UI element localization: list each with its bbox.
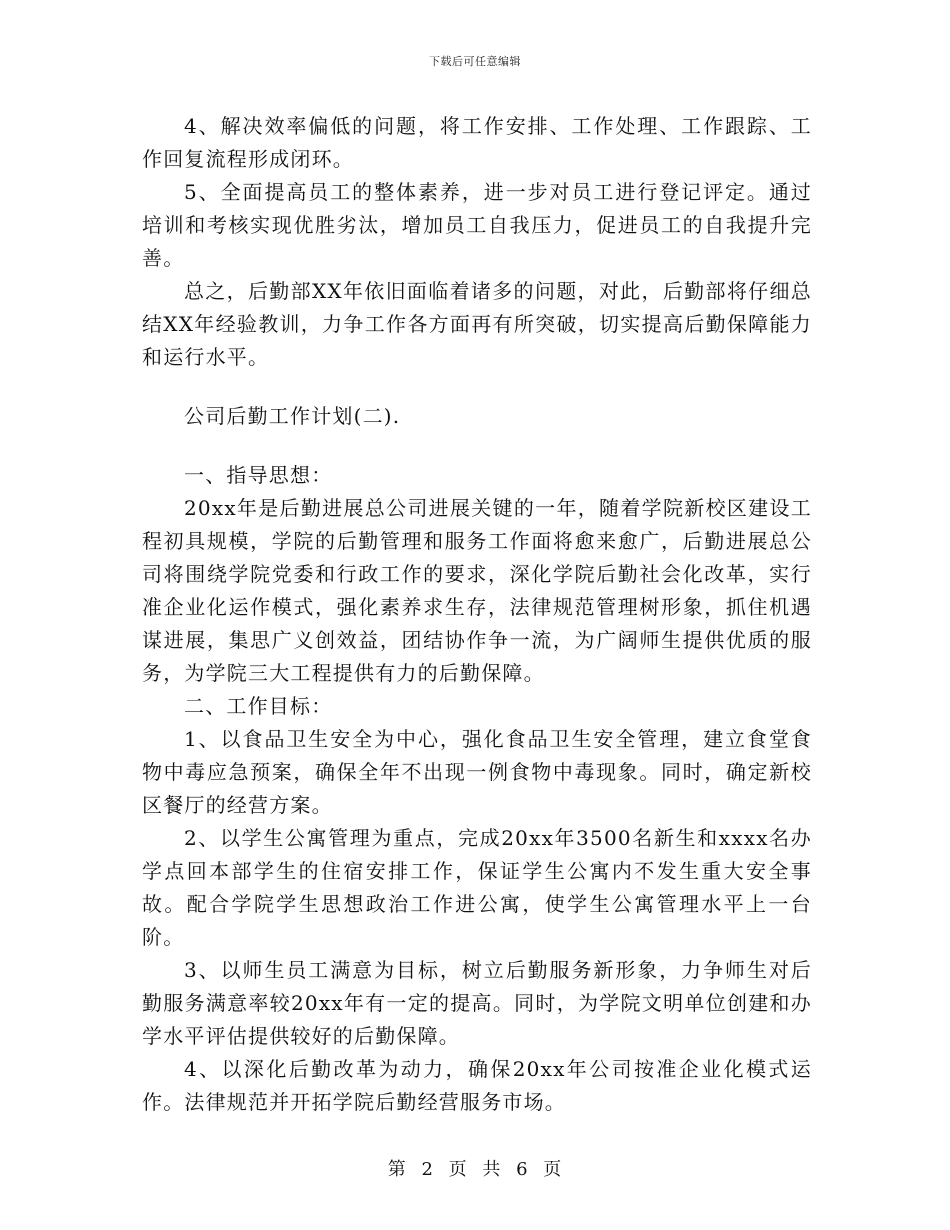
page-header-note: 下载后可任意编辑	[429, 55, 521, 68]
heading-guiding-thought: 一、指导思想：	[184, 463, 333, 487]
paragraph-summary: 总之，后勤部XX年依旧面临着诸多的问题，对此，后勤部将仔细总结XX年经验教训，力争工作各方面再有所突破，切实提高后勤保障能力和运行水平。	[142, 279, 812, 369]
paragraph-goal-2: 2、以学生公寓管理为重点，完成20xx年3500名新生和xxxx名办学点回本部学生的住宿安排工作，保证学生公寓内不发生重大安全事故。配合学院学生思想政治工作进公寓，使学生公寓管理水平上一台阶。	[142, 826, 812, 949]
paragraph-item-4: 4、解决效率偏低的问题，将工作安排、工作处理、工作跟踪、工作回复流程形成闭环。	[142, 114, 812, 171]
paragraph-goal-1: 1、以食品卫生安全为中心，强化食品卫生安全管理，建立食堂食物中毒应急预案，确保全年不出现一例食物中毒现象。同时，确定新校区餐厅的经营方案。	[142, 727, 812, 817]
footer-label-total: 共	[482, 1159, 502, 1180]
paragraph-guiding-thought: 20xx年是后勤进展总公司进展关键的一年，随着学院新校区建设工程初具规模，学院的后勤管理和服务工作面将愈来愈广，后勤进展总公司将围绕学院党委和行政工作的要求，深化学院后勤社会化改革，实行准企业化运作模式，强化素养求生存，法律规范管理树形象，抓住机遇谋进展，集思广义创效益，团结协作争一流，为广阔师生提供优质的服务，为学院三大工程提供有力的后勤保障。	[142, 496, 812, 685]
paragraph-goal-3: 3、以师生员工满意为目标，树立后勤服务新形象，力争师生对后勤服务满意率较20xx年有一定的提高。同时，为学院文明单位创建和办学水平评估提供较好的后勤保障。	[142, 958, 812, 1048]
heading-work-goals: 二、工作目标：	[184, 694, 333, 718]
paragraph-item-5: 5、全面提高员工的整体素养，进一步对员工进行登记评定。通过培训和考核实现优胜劣汰，增加员工自我压力，促进员工的自我提升完善。	[142, 180, 812, 270]
footer-label-prefix: 第	[387, 1159, 407, 1180]
page-footer	[0, 1155, 950, 1181]
paragraph-goal-4: 4、以深化后勤改革为动力，确保20xx年公司按准企业化模式运作。法律规范并开拓学院后勤经营服务市场。	[142, 1057, 812, 1114]
footer-label-suffix: 页	[543, 1159, 563, 1180]
section-title: 公司后勤工作计划(二).	[184, 404, 401, 428]
document-body	[142, 110, 812, 1119]
footer-label-page: 页	[448, 1159, 468, 1180]
footer-total-pages: 6	[516, 1159, 529, 1180]
footer-current-page: 2	[421, 1159, 434, 1180]
